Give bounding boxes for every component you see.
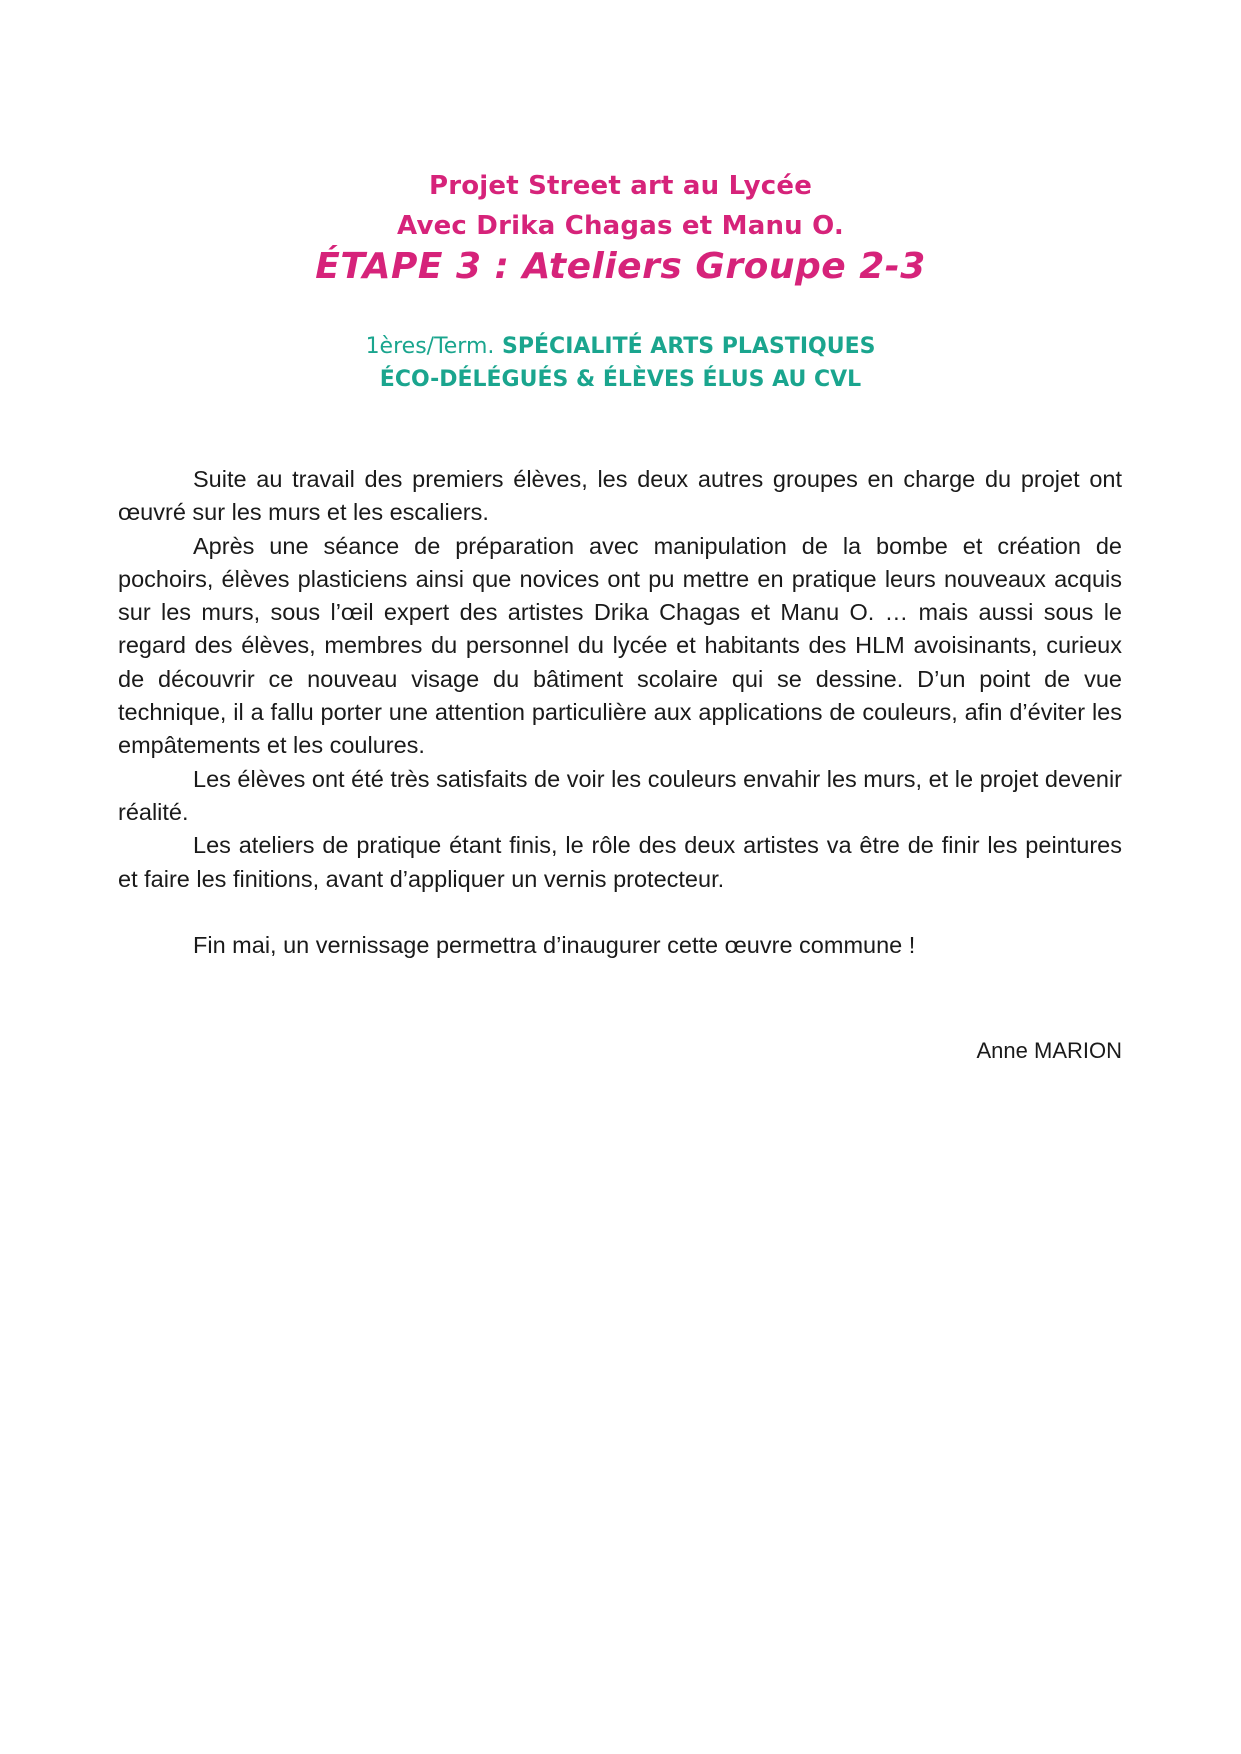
- title-line-1: Projet Street art au Lycée: [428, 171, 813, 201]
- subtitle-block: [0, 330, 1241, 396]
- paragraph: Après une séance de préparation avec manipulation de la bombe et création de pochoirs, élèves plasticiens ainsi que novices ont pu mettre en pratique leurs nouveaux acquis sur les murs, sous l’œil expert des artistes Drika Chagas et Manu O. … mais aussi sous le regard des élèves, membres du personnel du lycée et habitants des HLM avoisinants, curieux de découvrir ce nouveau visage du bâtiment scolaire qui se dessine. D’un point de vue technique, il a fallu porter une attention particulière aux applications de couleurs, afin d’éviter les empâtements et les coulures.: [118, 532, 1122, 759]
- paragraph: Suite au travail des premiers élèves, les deux autres groupes en charge du projet ont œuvré sur les murs et les escaliers.: [118, 466, 1122, 526]
- article-body: [118, 463, 1122, 962]
- closing-paragraph: Fin mai, un vernissage permettra d’inaugurer cette œuvre commune !: [193, 931, 916, 958]
- paragraph: Les élèves ont été très satisfaits de voir les couleurs envahir les murs, et le projet devenir réalité.: [118, 765, 1122, 825]
- subtitle-line-2: ÉCO-DÉLÉGUÉS & ÉLÈVES ÉLUS AU CVL: [379, 367, 862, 392]
- subtitle-line-1: [0, 330, 1241, 363]
- subtitle-level: 1ères/Term.: [365, 334, 495, 359]
- subtitle-speciality: SPÉCIALITÉ ARTS PLASTIQUES: [494, 334, 876, 359]
- paragraph: Les ateliers de pratique étant finis, le rôle des deux artistes va être de finir les peintures et faire les finitions, avant d’appliquer un vernis protecteur.: [118, 832, 1122, 892]
- title-line-2: Avec Drika Chagas et Manu O.: [397, 211, 844, 241]
- author-signature: Anne MARION: [976, 1038, 1122, 1063]
- title-block: [0, 166, 1241, 288]
- stage-title: ÉTAPE 3 : Ateliers Groupe 2-3: [315, 246, 926, 287]
